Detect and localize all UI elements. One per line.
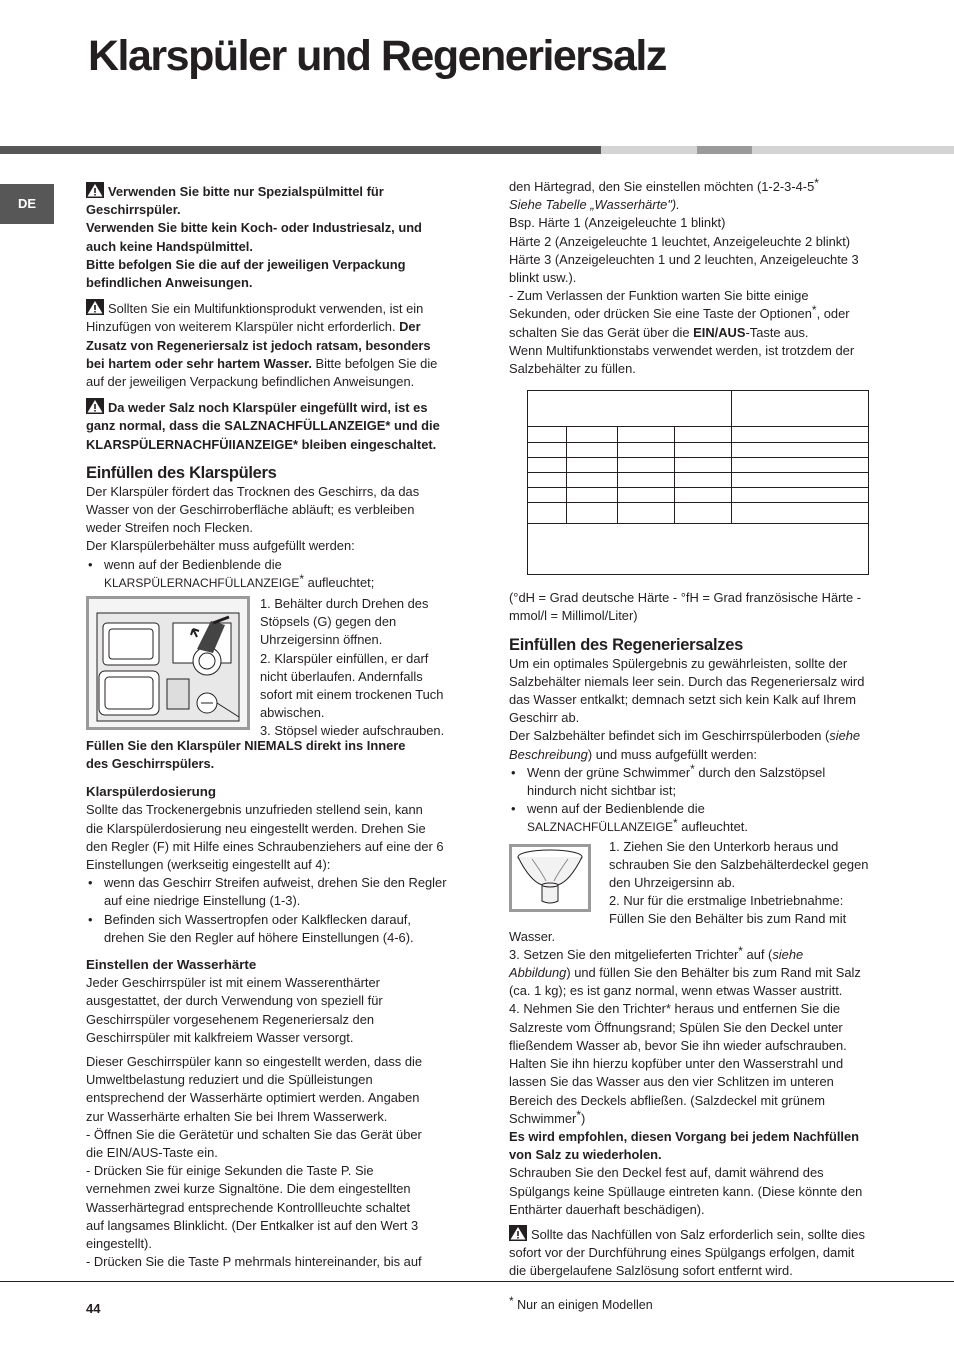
step-text: nicht überlaufen. Andernfalls (260, 668, 423, 684)
table-cell (732, 443, 869, 458)
body-text: - Drücken Sie die Taste P mehrmals hintereinander, bis auf (86, 1254, 422, 1270)
page-title: Klarspüler und Regeneriersalz (88, 32, 666, 80)
body-text: lassen Sie das Wasser aus den vier Schlitzen im unteren (509, 1074, 834, 1090)
body-text: Bereich des Deckels abfließen. (Salzdeckel mit grünem (509, 1092, 825, 1108)
body-text: Der Klarspüler fördert das Trocknen des Geschirrs, da das (86, 483, 420, 499)
warning-text: auf der jeweiligen Verpackung befindlichen Anweisungen. (86, 374, 415, 390)
klarspueler-figure-block (86, 595, 466, 745)
section-heading-regeneriersalz: Einfüllen des Regeneriersalzes (509, 635, 744, 654)
emphasis-text: des Geschirrspülers. (86, 756, 215, 772)
funnel-icon (512, 847, 588, 909)
list-item: • wenn auf der Bedienblende die KLARSPÜLERNACHFÜLLANZEIGE* aufleuchtet; (86, 556, 466, 592)
table-cell (732, 458, 869, 473)
body-text: 4. Nehmen Sie den Trichter* heraus und entfernen Sie die (509, 1001, 841, 1017)
header-bar-dark (0, 146, 601, 154)
warning-icon (86, 299, 104, 315)
table-cell (675, 443, 732, 458)
step-text: 2. Klarspüler einfüllen, er darf (260, 650, 429, 666)
table-cell (567, 458, 618, 473)
dispenser-drawing-icon (89, 599, 247, 727)
step-text: Füllen Sie den Behälter bis zum Rand mit (609, 911, 847, 927)
table-cell (618, 443, 675, 458)
body-text: die Klarspülerdosierung neu eingestellt werden. Drehen Sie (86, 820, 426, 836)
warning-text: Verwenden Sie bitte kein Koch- oder Industriesalz, und (86, 220, 422, 236)
warning-text: sofort vor der Durchführung eines Spülgangs erfolgen, damit (509, 1245, 855, 1261)
salt-figure-block (509, 838, 889, 928)
page-number: 44 (86, 1301, 101, 1316)
klarspueler-steps (260, 595, 470, 741)
body-text: vernehmen zwei kurze Signaltöne. Die dem eingestellten (86, 1181, 411, 1197)
table-cell (675, 427, 732, 443)
body-text: Um ein optimales Spülergebnis zu gewährleisten, sollte der (509, 655, 848, 671)
body-text: Umweltbelastung reduziert und die Spülleistungen (86, 1072, 373, 1088)
list-item: • wenn auf der Bedienblende die SALZNACHFÜLLANZEIGE* aufleuchtet. (509, 800, 889, 836)
body-text: den Regler (F) mit Hilfe eines Schraubenziehers auf eine der 6 (86, 838, 444, 854)
body-text: - Drücken Sie für einige Sekunden die Taste P. Sie (86, 1163, 374, 1179)
body-text: Bsp. Härte 1 (Anzeigeleuchte 1 blinkt) (509, 215, 726, 231)
body-text: Salzbehälter zu füllen. (509, 361, 636, 377)
salt-steps (609, 838, 899, 929)
body-text: entsprechend der Wasserhärte optimiert werden. Angaben (86, 1090, 420, 1106)
table-cell (567, 503, 618, 524)
body-text: Siehe Tabelle „Wasserhärte"). (509, 197, 680, 213)
step-text: 2. Nur für die erstmalige Inbetriebnahme: (609, 893, 844, 909)
body-text: Salzreste vom Öffnungsrand; Spülen Sie den Deckel unter (509, 1019, 843, 1035)
body-text: Halten Sie ihn hierzu kopfüber unter den Wasserstrahl und (509, 1056, 844, 1072)
table-cell (528, 473, 567, 488)
body-text: fließendem Wasser ab, bevor Sie ihn wieder aufschrauben. (509, 1037, 847, 1053)
warning-block-3 (86, 398, 466, 454)
body-text: Wasserhärtegrad entsprechende Kontrollleuchte schaltet (86, 1199, 411, 1215)
section-heading-klarspueler: Einfüllen des Klarspülers (86, 463, 277, 482)
warning-text: Zusatz von Regeneriersalz ist jedoch ratsam, besonders (86, 337, 431, 353)
body-text: Geschirrspüler mit kalkfreiem Wasser versorgt. (86, 1029, 354, 1045)
body-text: Enthärter dauerhaft beschädigen). (509, 1201, 705, 1217)
body-text: Wasser. (509, 928, 556, 944)
list-item: • wenn das Geschirr Streifen aufweist, drehen Sie den Regler auf eine niedrige Einstellung (1-3). (86, 874, 466, 910)
bullet-list (86, 874, 466, 947)
body-text: blinkt usw.). (509, 270, 577, 286)
body-text: Salzbehälter niemals leer sein. Durch das Regeneriersalz wird (509, 673, 865, 689)
step-text: 3. Stöpsel wieder aufschrauben. (260, 723, 445, 739)
table-cell (732, 488, 869, 503)
body-text: die EIN/AUS-Taste ein. (86, 1144, 218, 1160)
body-text: (ca. 1 kg); es ist ganz normal, wenn etwas Wasser austritt. (509, 983, 843, 999)
table-cell (618, 427, 675, 443)
salt-warning-block (509, 1225, 889, 1281)
bullet-list (86, 556, 466, 592)
salt-funnel-illustration (509, 844, 591, 912)
body-text: Härte 2 (Anzeigeleuchte 1 leuchtet, Anzeigeleuchte 2 blinkt) (509, 233, 851, 249)
rinse-aid-dispenser-illustration (86, 596, 250, 730)
table-cell (567, 427, 618, 443)
table-cell (567, 443, 618, 458)
warning-text: KLARSPÜLERNACHFÜIIANZEIGE* bleiben eingeschaltet. (86, 436, 437, 452)
table-cell (528, 524, 869, 575)
body-text: Geschirr ab. (509, 710, 580, 726)
body-text: auf langsames Blinklicht. (Der Entkalker ist auf den Wert 3 (86, 1217, 419, 1233)
emphasis-text: von Salz zu wiederholen. (509, 1147, 662, 1163)
table-cell (567, 488, 618, 503)
units-note: mmol/l = Millimol/Liter) (509, 608, 638, 624)
step-text: 1. Ziehen Sie den Unterkorb heraus und (609, 838, 839, 854)
body-text: ausgestattet, der durch Verwendung von speziell für (86, 993, 383, 1009)
warning-text: befindlichen Anweisungen. (86, 275, 253, 291)
step-text: den Uhrzeigersinn ab. (609, 875, 736, 891)
warning-icon (509, 1225, 527, 1241)
warning-text: ganz normal, dass die SALZNACHFÜLLANZEIGE* und die (86, 418, 440, 434)
header-bar-light-end (752, 146, 954, 154)
table-cell (528, 503, 567, 524)
body-text: Einstellungen (werkseitig eingestellt auf 4): (86, 857, 331, 873)
body-text: den Härtegrad, den Sie einstellen möchten (1-2-3-4-5 (509, 179, 815, 194)
header-bar-light (601, 146, 697, 154)
warning-text: Bitte befolgen Sie die (315, 355, 438, 371)
list-item: • Wenn der grüne Schwimmer* durch den Salzstöpsel hindurch nicht sichtbar ist; (509, 764, 889, 800)
body-text: das Wasser entkalkt; demnach setzt sich kein Kalk auf Ihrem (509, 692, 857, 708)
bullet-list (509, 761, 889, 837)
footer-rule (0, 1281, 954, 1282)
table-cell (675, 503, 732, 524)
body-text: weder Streifen noch Flecken. (86, 520, 253, 536)
table-cell (567, 473, 618, 488)
table-cell (618, 503, 675, 524)
table-cell (528, 391, 732, 427)
body-text: Sollte das Trockenergebnis unzufrieden stellend sein, kann (86, 802, 423, 818)
table-cell (732, 427, 869, 443)
table-cell (732, 391, 869, 427)
body-text: Jeder Geschirrspüler ist mit einem Wasserenthärter (86, 975, 380, 991)
emphasis-text: Es wird empfohlen, diesen Vorgang bei jedem Nachfüllen (509, 1128, 860, 1144)
table-cell (732, 473, 869, 488)
body-text: Wenn Multifunktionstabs verwendet werden, ist trotzdem der (509, 342, 855, 358)
warning-icon (86, 398, 104, 414)
warning-text: Verwenden Sie bitte nur Spezialspülmittel für (108, 184, 384, 199)
warning-icon (86, 182, 104, 198)
emphasis-text: Füllen Sie den Klarspüler NIEMALS direkt ins Innere (86, 738, 406, 754)
list-item: • Befinden sich Wassertropfen oder Kalkflecken darauf, drehen Sie den Regler auf höhere Einstellungen (4-6). (86, 911, 466, 947)
warning-text: Hinzufügen von weiterem Klarspüler nicht erforderlich. (86, 319, 396, 335)
wasserhaerte-instructions (86, 1053, 466, 1271)
table-cell (528, 427, 567, 443)
warning-text: Sollten Sie ein Multifunktionsprodukt verwenden, ist ein (108, 301, 424, 317)
footnote: * Nur an einigen Modellen (509, 1294, 653, 1312)
step-text: Stöpsels (G) gegen den (260, 614, 397, 630)
table-cell (528, 458, 567, 473)
table-cell (675, 473, 732, 488)
body-text: Spülgangs keine Spüllauge eintreten kann. (Diese könnte den (509, 1183, 863, 1199)
table-cell (618, 488, 675, 503)
footnote-text: Nur an einigen Modellen (517, 1298, 653, 1312)
body-text: Schrauben Sie den Deckel fest auf, damit während des (509, 1165, 824, 1181)
step-text: Uhrzeigersinn öffnen. (260, 632, 383, 648)
warning-text: Da weder Salz noch Klarspüler eingefüllt wird, ist es (108, 400, 428, 416)
table-cell (732, 503, 869, 524)
right-column: den Härtegrad, den Sie einstellen möchten (1-2-3-4-5* Siehe Tabelle „Wasserhärte"). Bsp. Härte 1 (Anzeigeleuchte 1 blinkt) Härte 2 (Anzeigeleuchte 1 leuchtet, Anzeigeleuchte 2 blinkt) Härte 3 (Anzeigeleuchten 1 und 2 leuchten, Anzeigeleuchte 3 blinkt usw.). - Zum Verlassen der Funktion warten Sie bitte einige Sekunden, oder drücken Sie eine Taste der Optionen*, oder schalten Sie das Gerät über die EIN/AUS-Taste aus. Wenn Multifunktionstabs verwendet werden, ist trotzdem der Salzbehälter zu füllen. (°dH = Grad deutsche Härte - °fH = Grad französische Härte - mmol/l = Millimol/Liter) Einfüllen des Regeneriersalzes Um ein optimales Spülergebnis zu gewährleisten, sollte der Salzbehälter niemals leer sein. Durch das Regeneriersalz wird das Wasser entkalkt; demnach setzt sich kein Kalk auf Ihrem Geschirr ab. Der Salzbehälter befindet sich im Geschirrspülerboden (siehe Beschreibung) und muss aufgefüllt werden: • Wenn der grüne Schwimmer* durch den Salzstöpsel hindurch nicht sichtbar ist; • wenn auf der Bedienblende die SALZNACHFÜLLANZEIGE* aufleuchtet. 1. Ziehen Sie den Unterkorb heraus und schrauben Sie den Salzbehälterdeckel gegen den Uhrzeigersinn ab. 2. Nur für die erstmalige Inbetriebnahme: Füllen Sie den Behälter bis zum Rand mit Wasser. 3. Setzen Sie den mitgelieferten Trichter* auf (siehe Abbildung) und füllen Sie den Behälter bis zum Rand mit Salz (ca. 1 kg); es ist ganz normal, wenn etwas Wasser austritt. 4. Nehmen Sie den Trichter* heraus und entfernen Sie die Salzreste vom Öffnungsrand; Spülen Sie den Deckel unter fließendem Wasser ab, bevor Sie ihn wieder aufschrauben. Halten Sie ihn hierzu kopfüber unter den Wasserstrahl und lassen Sie das Wasser aus den vier Schlitzen im unteren Bereich des Deckels abfließen. (Salzdeckel mit grünem Schwimmer*) Es wird empfohlen, diesen Vorgang bei jedem Nachfüllen von Salz zu wiederholen. Schrauben Sie den Deckel fest auf, damit während des Spülgangs keine Spüllauge eintreten kann. (Diese könnte den Enthärter dauerhaft beschädigen). Sollte das Nachfüllen von Salz erforderlich sein, sollte dies sofort vor der Durchführung eines Spülgangs erfolgen, damit die übergelaufene Salzlösung sofort entfernt wird. (509, 178, 889, 1281)
table-cell (528, 488, 567, 503)
body-text: Wasser von der Geschirroberfläche abläuft; es verbleiben (86, 502, 415, 518)
header-bar-mid (697, 146, 752, 154)
section-heading-dosierung: Klarspülerdosierung (86, 784, 217, 800)
step-text: schrauben Sie den Salzbehälterdeckel gegen (609, 856, 869, 872)
body-text: eingestellt). (86, 1235, 152, 1251)
body-text: - Zum Verlassen der Funktion warten Sie bitte einige (509, 288, 809, 304)
body-text: zur Wasserhärte erhalten Sie bei Ihrem Wasserwerk. (86, 1108, 388, 1124)
step-text: 1. Behälter durch Drehen des (260, 596, 429, 612)
warning-text: die übergelaufene Salzlösung sofort entfernt wird. (509, 1263, 793, 1279)
warning-block-1 (86, 182, 466, 292)
warning-text: Bitte befolgen Sie die auf der jeweiligen Verpackung (86, 256, 406, 272)
warning-text: Geschirrspüler. (86, 202, 181, 218)
water-hardness-table (527, 390, 869, 575)
warning-text: auch keine Handspülmittel. (86, 238, 253, 254)
step-text: abwischen. (260, 705, 325, 721)
step-text: sofort mit einem trockenen Tuch (260, 687, 444, 703)
body-text: - Öffnen Sie die Gerätetür und schalten Sie das Gerät über (86, 1126, 422, 1142)
warning-text: Sollte das Nachfüllen von Salz erforderlich sein, sollte dies (531, 1226, 865, 1242)
units-note: (°dH = Grad deutsche Härte - °fH = Grad französische Härte - (509, 590, 862, 606)
language-tab: DE (0, 184, 54, 224)
warning-block-2 (86, 299, 466, 391)
table-cell (675, 488, 732, 503)
body-text: Dieser Geschirrspüler kann so eingestellt werden, dass die (86, 1053, 423, 1069)
left-column (86, 182, 466, 1271)
table-cell (675, 458, 732, 473)
body-text: Härte 3 (Anzeigeleuchten 1 und 2 leuchten, Anzeigeleuchte 3 (509, 251, 859, 267)
body-text: Der Klarspülerbehälter muss aufgefüllt werden: (86, 538, 355, 554)
warning-text: bei hartem oder sehr hartem Wasser. (86, 355, 312, 371)
table-cell (528, 443, 567, 458)
warning-text: Der (399, 319, 421, 335)
body-text: Geschirrspüler vorgesehenem Regeneriersalz den (86, 1011, 375, 1027)
table-cell (618, 473, 675, 488)
section-heading-wasserhaerte: Einstellen der Wasserhärte (86, 957, 257, 973)
table-cell (618, 458, 675, 473)
